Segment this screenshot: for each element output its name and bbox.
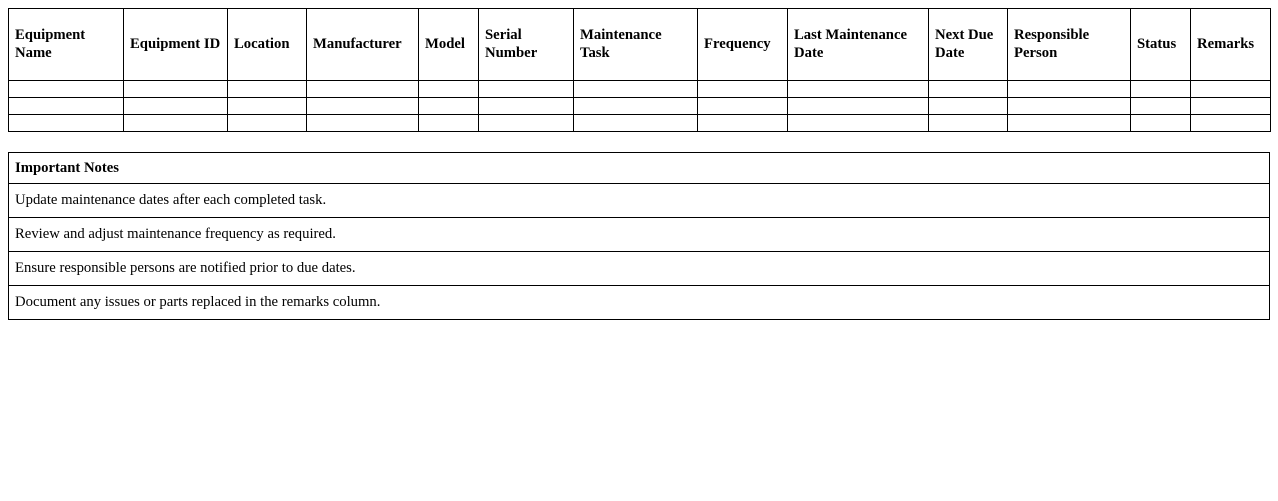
empty-cell (124, 98, 228, 115)
empty-cell (307, 115, 419, 132)
empty-cell (788, 115, 929, 132)
note-row (9, 184, 1270, 218)
col-header-frequency: Frequency (698, 9, 788, 81)
note-text: Update maintenance dates after each completed task. (9, 184, 1270, 218)
col-header-model: Model (419, 9, 479, 81)
empty-cell (419, 98, 479, 115)
empty-cell (307, 98, 419, 115)
col-header-next-due-date: Next Due Date (929, 9, 1008, 81)
note-row (9, 218, 1270, 252)
empty-cell (1008, 98, 1131, 115)
col-header-manufacturer: Manufacturer (307, 9, 419, 81)
col-header-remarks: Remarks (1191, 9, 1271, 81)
empty-cell (788, 81, 929, 98)
col-header-status: Status (1131, 9, 1191, 81)
empty-cell (1191, 115, 1271, 132)
important-notes-table (8, 152, 1270, 320)
empty-cell (228, 98, 307, 115)
empty-cell (419, 115, 479, 132)
empty-cell (698, 115, 788, 132)
empty-cell (1131, 81, 1191, 98)
empty-cell (698, 98, 788, 115)
col-header-serial-number: Serial Number (479, 9, 574, 81)
col-header-maintenance-task: Maintenance Task (574, 9, 698, 81)
empty-cell (1131, 115, 1191, 132)
empty-cell (1191, 81, 1271, 98)
equipment-empty-row (9, 115, 1271, 132)
empty-cell (698, 81, 788, 98)
empty-cell (419, 81, 479, 98)
col-header-responsible-person: Responsible Person (1008, 9, 1131, 81)
equipment-empty-row (9, 98, 1271, 115)
empty-cell (574, 115, 698, 132)
equipment-empty-row (9, 81, 1271, 98)
empty-cell (574, 98, 698, 115)
col-header-equipment-name: Equipment Name (9, 9, 124, 81)
notes-header-row (9, 153, 1270, 184)
empty-cell (1008, 115, 1131, 132)
empty-cell (929, 81, 1008, 98)
empty-cell (228, 115, 307, 132)
empty-cell (124, 81, 228, 98)
equipment-table-header-row (9, 9, 1271, 81)
col-header-location: Location (228, 9, 307, 81)
notes-title: Important Notes (9, 153, 1270, 184)
note-text: Document any issues or parts replaced in the remarks column. (9, 286, 1270, 320)
equipment-maintenance-table (8, 8, 1271, 132)
empty-cell (574, 81, 698, 98)
note-row (9, 286, 1270, 320)
empty-cell (228, 81, 307, 98)
empty-cell (479, 98, 574, 115)
empty-cell (929, 98, 1008, 115)
empty-cell (9, 81, 124, 98)
empty-cell (929, 115, 1008, 132)
empty-cell (1191, 98, 1271, 115)
col-header-equipment-id: Equipment ID (124, 9, 228, 81)
empty-cell (1131, 98, 1191, 115)
empty-cell (9, 98, 124, 115)
empty-cell (307, 81, 419, 98)
note-text: Review and adjust maintenance frequency as required. (9, 218, 1270, 252)
col-header-last-maintenance-date: Last Maintenance Date (788, 9, 929, 81)
empty-cell (124, 115, 228, 132)
empty-cell (9, 115, 124, 132)
note-text: Ensure responsible persons are notified prior to due dates. (9, 252, 1270, 286)
note-row (9, 252, 1270, 286)
empty-cell (788, 98, 929, 115)
empty-cell (479, 115, 574, 132)
empty-cell (1008, 81, 1131, 98)
empty-cell (479, 81, 574, 98)
